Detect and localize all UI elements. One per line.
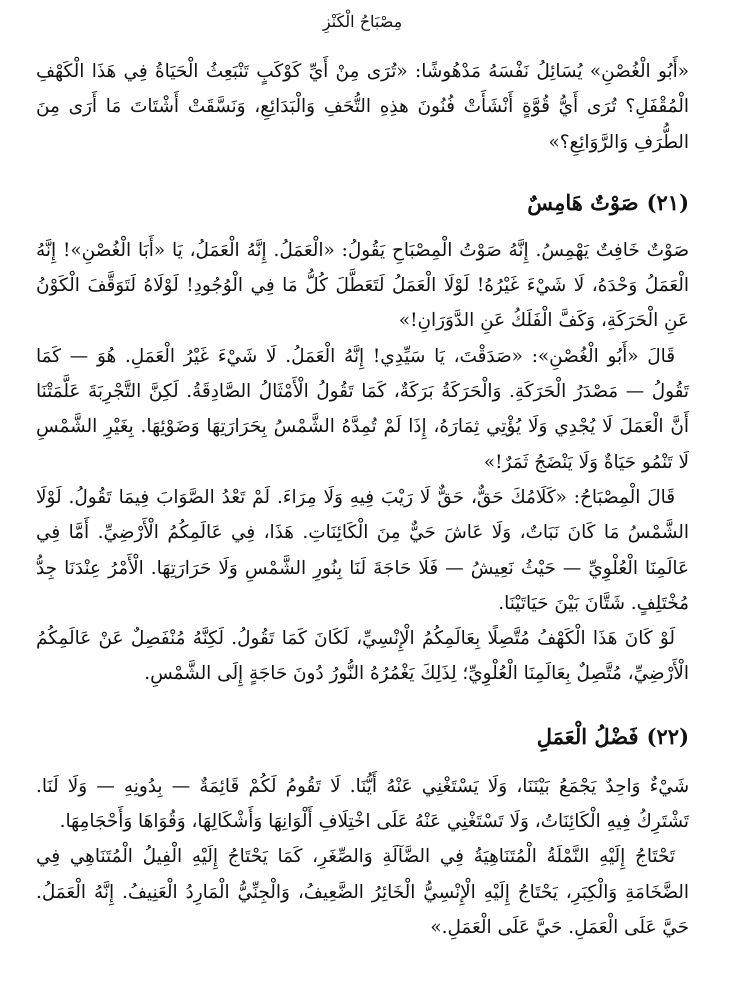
running-header: مِصْبَاحُ الْكَنْزِ	[322, 12, 403, 31]
paragraph: قَالَ الْمِصْبَاحُ: «كَلَامُكَ حَقٌّ، حَقٌّ لَا رَيْبَ فِيهِ وَلَا مِرَاءَ. لَمْ تَعْدُ الصَّوَابَ فِيمَا تَقُولُ. لَوْلَا الشَّمْسُ مَا كَانَ نَبَاتٌ، وَلَا عَاشَ حَيٌّ مِنَ الْكَائِنَاتِ. هَذَا، فِي عَالَمِكُمُ الْأَرْضِيِّ. أَمَّا فِي عَالَمِنَا الْعُلْوِيِّ — حَيْثُ نَعِيشُ — فَلَا حَاجَةَ لَنَا بِنُورِ الشَّمْسِ وَلَا حَرَارَتِهَا. الْأَمْرُ عِنْدَنَا جِدُّ مُخْتَلِفٍ. شَتَّانَ بَيْنَ حَيَاتَيْنَا.	[36, 486, 689, 614]
paragraph: تَحْتَاجُ إِلَيْهِ النَّمْلَةُ الْمُتَنَاهِيَةُ فِي الضَّآلَةِ وَالصِّغَرِ، كَمَا يَحْتَاجُ إِلَيْهِ الْفِيلُ الْمُتَنَاهِي فِي الضَّخَامَةِ وَالْكِبَرِ، يَحْتَاجُ إِلَيْهِ الْإِنْسِيُّ الْخَائِرُ الضَّعِيفُ، وَالْجِنِّيُّ الْمَارِدُ الْعَنِيفُ. إِنَّهُ الْعَمَلُ. حَيَّ عَلَى الْعَمَلِ. حَيَّ عَلَى الْعَمَلِ.»	[36, 846, 689, 938]
intro-block	[36, 54, 689, 160]
section-number: (٢٢)	[646, 723, 689, 749]
intro-paragraph: «أَبُو الْغُصْنِ» يُسَائِلُ نَفْسَهُ مَدْهُوشًا: «تُرَى مِنْ أَيِّ كَوْكَبٍ تَنْبَعِثُ الْحَيَاةُ فِي هَذَا الْكَهْفِ الْمُقْفَلِ؟ تُرَى أَيُّ قُوَّةٍ أَنْشَأَتْ فُنُونَ هذِهِ التُّحَفِ وَالْبَدَائِعِ، وَنَسَّقَتْ أَشْتَاتَ مَا أَرَى مِنَ الطُّرَفِ وَالرَّوَائِعِ؟»	[36, 61, 689, 153]
section-number: (٢١)	[646, 189, 689, 215]
section-title: فَضْلُ الْعَمَلِ	[536, 723, 639, 749]
paragraph: شَيْءٌ وَاحِدٌ يَجْمَعُ بَيْنَنَا، وَلَا يَسْتَغْنِي عَنْهُ أَيُّنَا. لَا تَقُومُ لَكُمْ قَائِمَةٌ — بِدُونِهِ — وَلَا لَنَا. تَشْتَرِكُ فِيهِ الْكَائِنَاتُ، وَلَا تَسْتَغْنِي عَنْهُ عَلَى اخْتِلَافِ أَلْوَانِهَا وَأَشْكَالِهَا، وَقُوَاهَا وَأَحْجَامِهَا.	[36, 775, 689, 833]
section-22-body	[36, 769, 689, 945]
section-21-body	[36, 233, 689, 692]
paragraph: قَالَ «أَبُو الْغُصْنِ»: «صَدَقْتَ، يَا سَيِّدِي! إِنَّهُ الْعَمَلُ. لَا شَيْءَ غَيْرُ الْعَمَلِ. هُوَ — كَمَا تَقُولُ — مَصْدَرُ الْحَرَكَةِ. وَالْحَرَكَةُ بَرَكَةٌ، كَمَا تَقُولُ الْأَمْثَالُ الصَّادِقَةُ. لَكِنَّ التَّجْرِبَةَ عَلَّمَتْنَا أَنَّ الْعَمَلَ لَا يُجْدِي وَلَا يُؤْتِي ثِمَارَهُ، إِذَا لَمْ تُمِدَّهُ الشَّمْسُ بِحَرَارَتِهَا وَضَوْئِهَا. بِغَيْرِ الشَّمْسِ لَا تَنْمُو حَيَاةٌ وَلَا يَنْضَجُ ثَمَرٌ!»	[36, 345, 689, 473]
paragraph: لَوْ كَانَ هَذَا الْكَهْفُ مُتَّصِلًا بِعَالَمِكُمُ الْإِنْسِيِّ، لَكَانَ كَمَا تَقُولُ. لَكِنَّهُ مُنْفَصِلٌ عَنْ عَالَمِكُمُ الْأَرْضِيِّ، مُتَّصِلٌ بِعَالَمِنَا الْعُلْوِيِّ؛ لِذَلِكَ يَغْمُرُهُ النُّورُ دُونَ حَاجَةٍ إِلَى الشَّمْسِ.	[36, 628, 689, 685]
section-heading-22	[36, 723, 689, 751]
paragraph: صَوْتٌ خَافِتٌ يَهْمِسُ. إِنَّهُ صَوْتُ الْمِصْبَاحِ يَقُولُ: «الْعَمَلُ. إِنَّهُ الْعَمَلُ، يَا «أَبَا الْغُصْنِ»! إِنَّهُ الْعَمَلُ وَحْدَهُ، لَا شَيْءَ غَيْرُهُ! لَوْلَا الْعَمَلُ لَتَعَطَّلَ كُلُّ مَا فِي الْوُجُودِ! لَوْلَاهُ لَتَوَقَّفَ الْكَوْنُ عَنِ الْحَرَكَةِ، وَكَفَّ الْفَلَكُ عَنِ الدَّوَرَانِ!»	[36, 239, 689, 332]
section-heading-21	[36, 189, 689, 217]
section-title: صَوْتٌ هَامِسٌ	[527, 189, 639, 215]
